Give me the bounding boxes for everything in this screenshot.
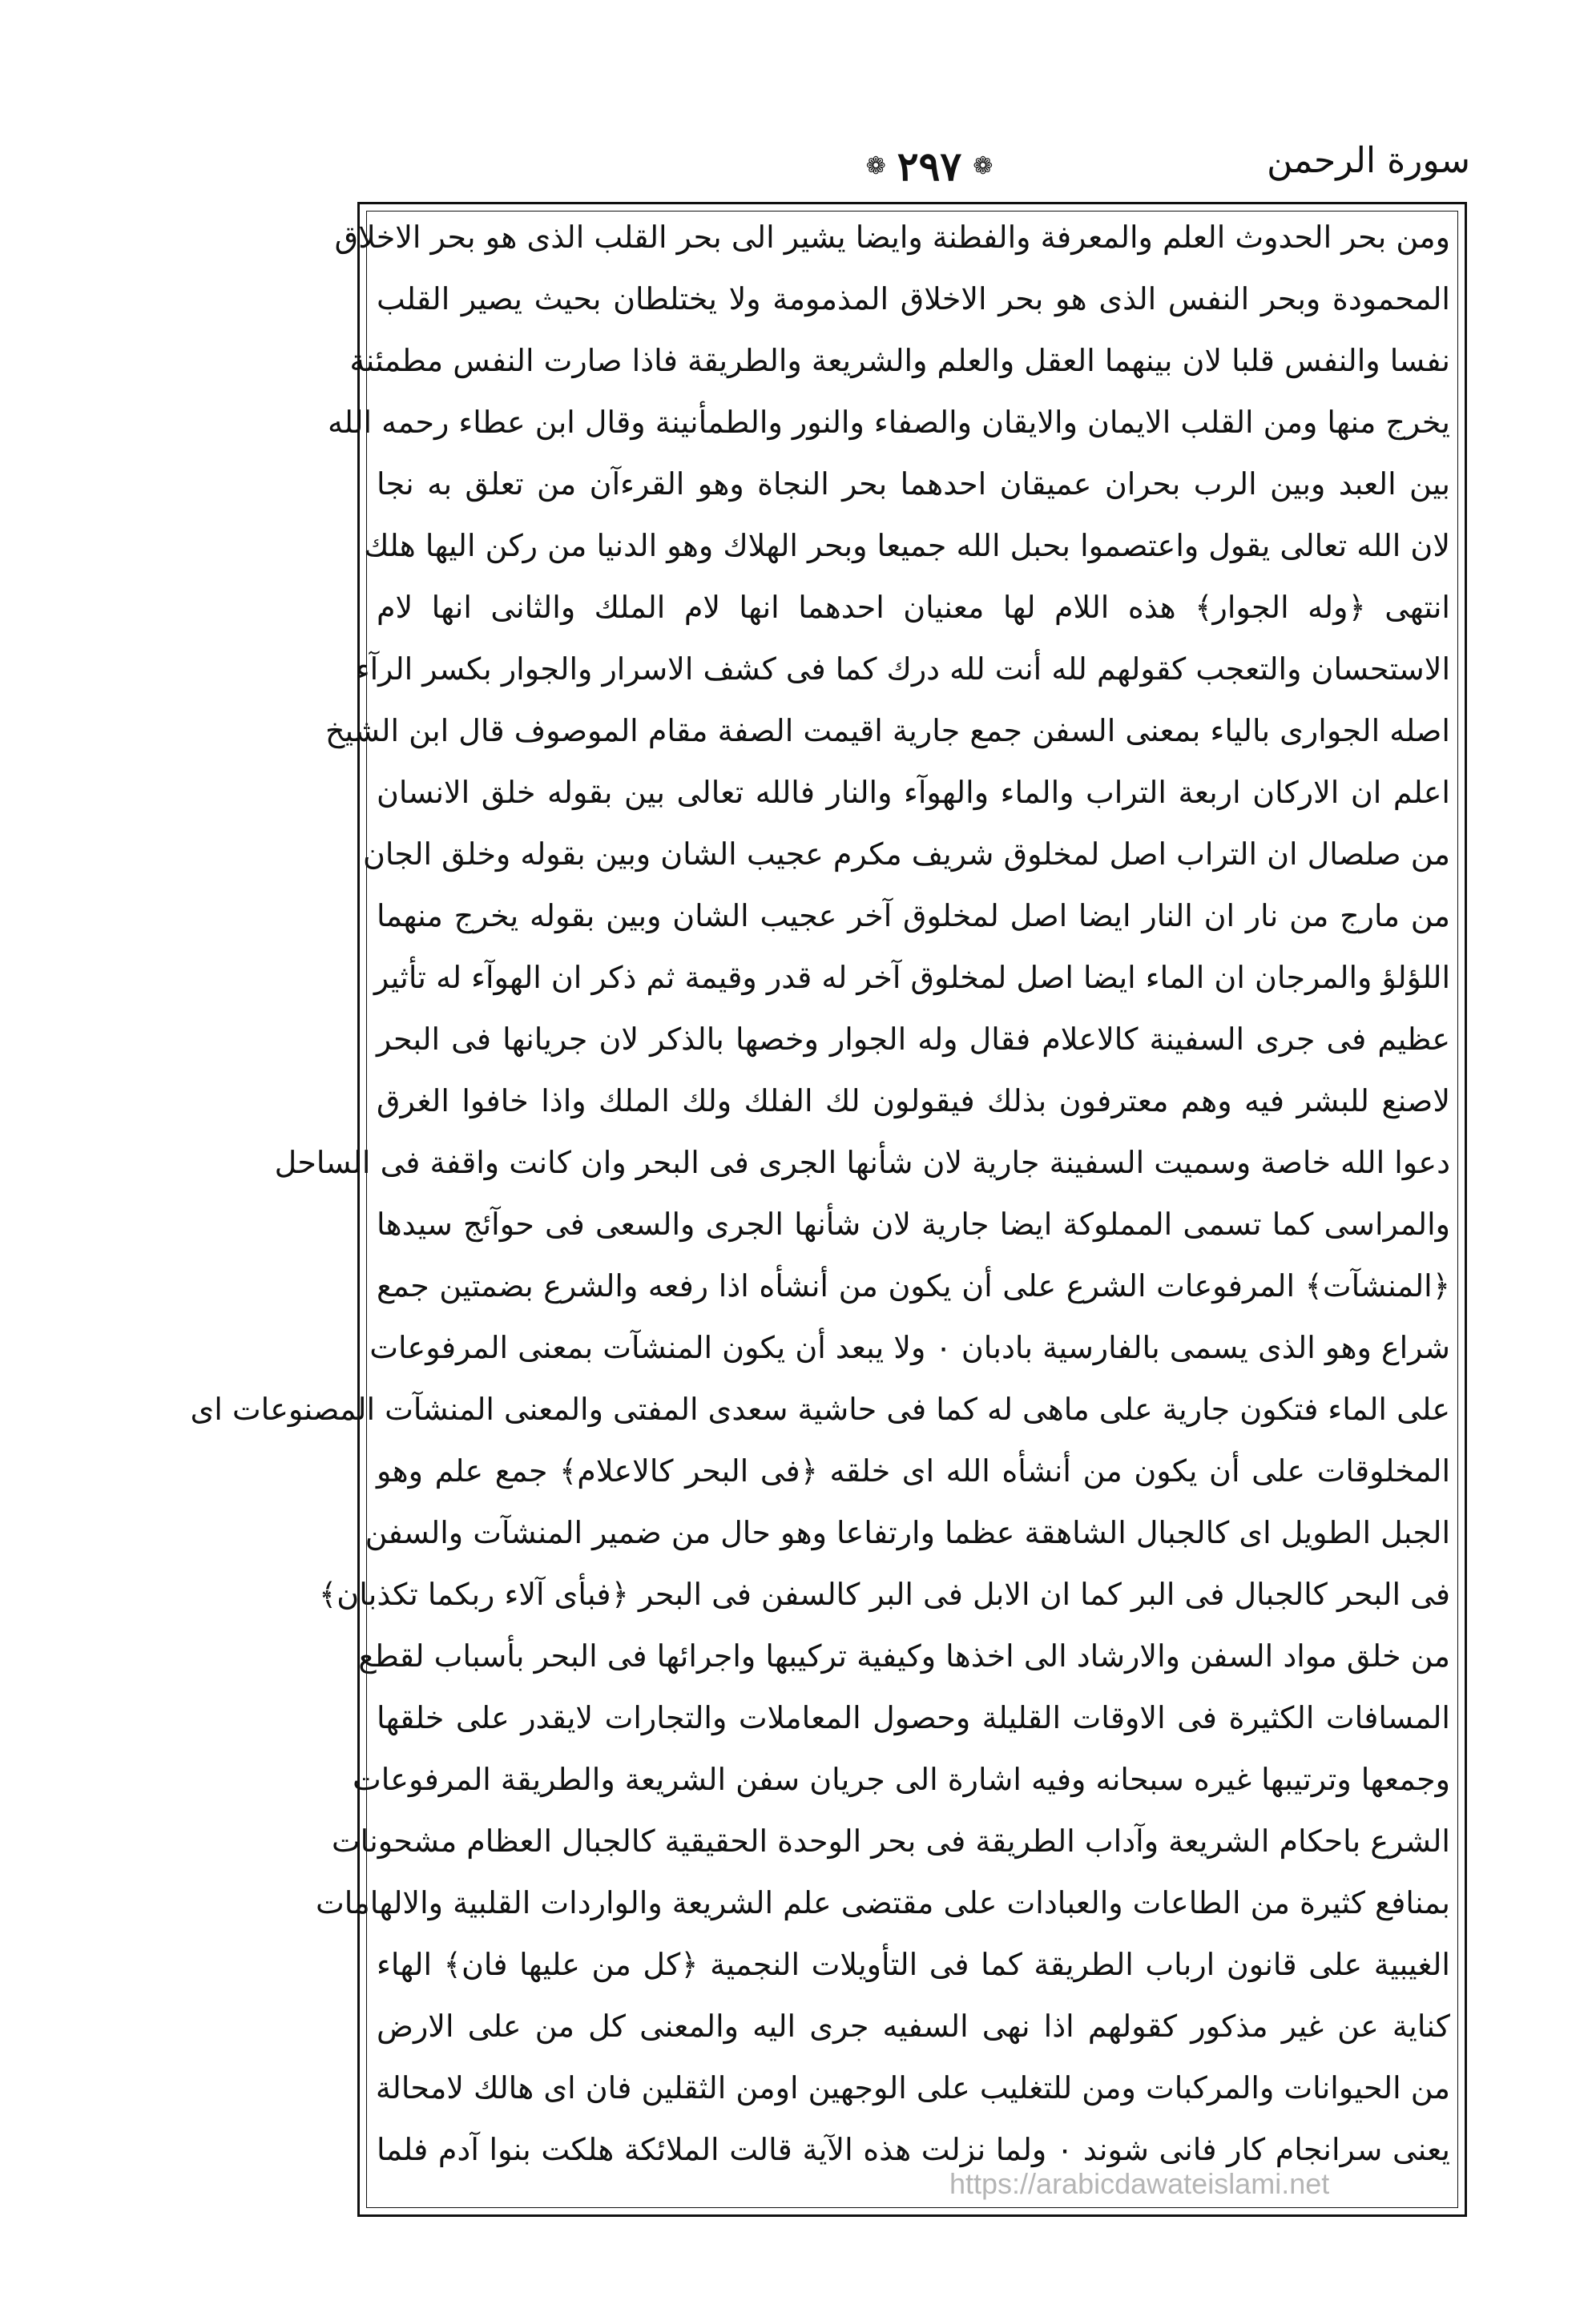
- text-line: لاصنع للبشر فيه وهم معترفون بذلك فيقولون لك الفلك ولك الملك واذا خافوا الغرق: [377, 1083, 1450, 1118]
- text-line: المخلوقات على أن يكون من أنشأه الله اى خلقه ﴿فى البحر كالاعلام﴾ جمع علم وهو: [377, 1453, 1450, 1489]
- page-header: [312, 140, 1470, 200]
- text-line: اصله الجوارى بالياء بمعنى السفن جمع جارية اقيمت الصفة مقام الموصوف قال ابن الشيخ: [325, 713, 1450, 748]
- text-line: كناية عن غير مذكور كقولهم اذا نهى السفيه جرى اليه والمعنى كل من على الارض: [377, 2009, 1450, 2044]
- text-line: فى البحر كالجبال فى البر كما ان الابل فى البر كالسفن فى البحر ﴿فبأى آلاء ربكما تكذبان﴾: [319, 1577, 1450, 1612]
- text-line: دعوا الله خاصة وسميت السفينة جارية لان شأنها الجرى فى البحر وان كانت واقفة فى الساحل: [274, 1145, 1450, 1180]
- text-line: الغيبية على قانون ارباب الطريقة كما فى التأويلات النجمية ﴿كل من عليها فان﴾ الهاء: [377, 1947, 1450, 1982]
- text-line: انتهى ﴿وله الجوار﴾ هذه اللام لها معنيان احدهما انها لام الملك والثانى انها لام: [377, 590, 1450, 625]
- text-line: من صلصال ان التراب اصل لمخلوق شريف مكرم عجيب الشان وبين بقوله وخلق الجان: [362, 836, 1450, 872]
- ornament-left-icon: ❁: [865, 151, 886, 180]
- text-line: من خلق مواد السفن والارشاد الى اخذها وكيفية تركيبها واجرائها فى البحر بأسباب لقطع: [358, 1638, 1450, 1674]
- body-text: [190, 210, 1450, 2205]
- text-line: المحمودة وبحر النفس الذى هو بحر الاخلاق المذمومة ولا يختلطان بحيث يصير القلب: [377, 281, 1450, 316]
- text-line: من الحيوانات والمركبات ومن للتغليب على الوجهين اومن الثقلين فان اى هالك لامحالة: [375, 2070, 1450, 2105]
- text-line: من مارج من نار ان النار ايضا اصل لمخلوق آخر عجيب الشان وبين بقوله يخرج منهما: [377, 898, 1450, 933]
- text-line: يخرج منها ومن القلب الايمان والايقان والصفاء والنور والطمأنينة وقال ابن عطاء رحمه الله: [327, 405, 1450, 440]
- text-line: نفسا والنفس قلبا لان بينهما العقل والعلم والشريعة والطريقة فاذا صارت النفس مطمئنة: [349, 343, 1450, 378]
- text-line: على الماء فتكون جارية على ماهى له كما فى حاشية سعدى المفتى والمعنى المنشآت المصنوعات اى: [190, 1392, 1450, 1427]
- text-line: وجمعها وترتيبها غيره سبحانه وفيه اشارة الى جريان سفن الشريعة والطريقة المرفوعات: [352, 1762, 1450, 1797]
- page-number-ornament: [821, 142, 1038, 190]
- text-line: الجبل الطويل اى كالجبال الشاهقة عظما وارتفاعا وهو حال من ضمير المنشآت والسفن: [365, 1515, 1450, 1550]
- text-line: ﴿المنشآت﴾ المرفوعات الشرع على أن يكون من أنشأه اذا رفعه والشرع بضمتين جمع: [377, 1268, 1450, 1304]
- text-line: الشرع باحكام الشريعة وآداب الطريقة فى بحر الوحدة الحقيقية كالجبال العظام مشحونات: [331, 1823, 1450, 1859]
- page-number: ٢٩٧: [897, 142, 962, 190]
- text-line: لان الله تعالى يقول واعتصموا بحبل الله جميعا وبحر الهلاك وهو الدنيا من ركن اليها هلك: [364, 528, 1450, 563]
- surah-title: سورة الرحمن: [1267, 140, 1470, 181]
- text-line: ومن بحر الحدوث العلم والمعرفة والفطنة وايضا يشير الى بحر القلب الذى هو بحر الاخلاق: [334, 220, 1450, 255]
- text-line: والمراسى كما تسمى المملوكة ايضا جارية لان شأنها الجرى والسعى فى حوآئج سيدها: [377, 1207, 1450, 1242]
- ornament-right-icon: ❁: [973, 151, 993, 180]
- text-line: يعنى سرانجام كار فانى شوند ۰ ولما نزلت هذه الآية قالت الملائكة هلكت بنوا آدم فلما: [377, 2132, 1450, 2167]
- text-line: شراع وهو الذى يسمى بالفارسية بادبان ۰ ولا يبعد أن يكون المنشآت بمعنى المرفوعات: [369, 1330, 1450, 1365]
- watermark-url: https://arabicdawateislami.net: [949, 2167, 1330, 2200]
- text-line: الاستحسان والتعجب كقولهم لله أنت لله درك كما فى كشف الاسرار والجوار بكسر الرآء: [355, 651, 1450, 687]
- text-line: بين العبد وبين الرب بحران عميقان احدهما بحر النجاة وهو القرءآن من تعلق به نجا: [377, 466, 1450, 502]
- text-line: بمنافع كثيرة من الطاعات والعبادات على مقتضى علم الشريعة والواردات القلبية والالهامات: [316, 1885, 1450, 1920]
- text-line: المسافات الكثيرة فى الاوقات القليلة وحصول المعاملات والتجارات لايقدر على خلقها: [377, 1700, 1450, 1735]
- text-line: عظيم فى جرى السفينة كالاعلام فقال وله الجوار وخصها بالذكر لان جريانها فى البحر: [377, 1021, 1450, 1057]
- text-line: اللؤلؤ والمرجان ان الماء ايضا اصل لمخلوق آخر له قدر وقيمة ثم ذكر ان الهوآء له تأثير: [373, 960, 1450, 995]
- text-line: اعلم ان الاركان اربعة التراب والماء والهوآء والنار فالله تعالى بين بقوله خلق الانسان: [377, 775, 1450, 810]
